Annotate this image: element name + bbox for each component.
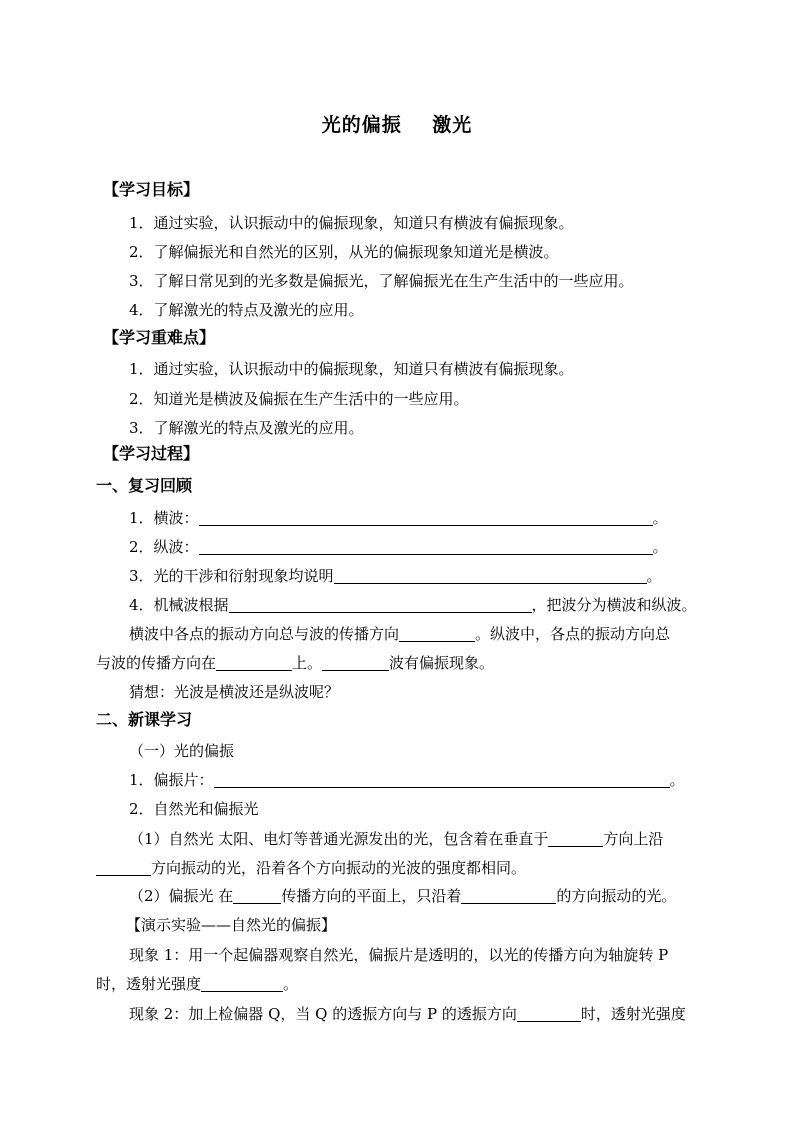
phenomenon-2-line1: 现象 2：加上检偏器 Q，当 Q 的透振方向与 P 的透振方向 时，透射光强度 [129,1005,686,1023]
review-q3-label: 3．光的干涉和衍射现象均说明 [129,567,334,585]
answer-blank[interactable] [229,597,532,613]
review-q2-label: 2．纵波： [129,538,199,556]
review-paragraph-line2: 与波的传播方向在 上。 波有偏振现象。 [96,654,495,672]
newlesson-heading: 二、新课学习 [96,710,193,729]
section-heading-process: 【学习过程】 [103,444,200,463]
answer-blank[interactable] [548,831,603,847]
review-q1: 1．横波： 。 [129,509,668,527]
review-q2: 2．纵波： 。 [129,538,668,556]
keypoint-item-2: 2．知道光是横波及偏振在生产生活中的一些应用。 [129,390,469,408]
keypoint-item-3: 3．了解激光的特点及激光的应用。 [129,419,364,437]
review-guess: 猜想：光波是横波还是纵波呢？ [129,683,340,701]
review-q1-label: 1．横波： [129,509,199,527]
answer-blank[interactable] [199,510,653,526]
demo-heading: 【演示实验——自然光的偏振】 [126,916,337,934]
review-heading: 一、复习回顾 [96,476,193,495]
answer-blank[interactable] [517,1006,581,1022]
answer-blank[interactable] [399,626,475,642]
answer-blank[interactable] [233,888,281,904]
page-title: 光的偏振 激光 [321,114,473,136]
goal-item-2: 2．了解偏振光和自然光的区别，从光的偏振现象知道光是横波。 [129,243,559,261]
phenomenon-1-line1: 现象 1：用一个起偏器观察自然光，偏振片是透明的，以光的传播方向为轴旋转 P [129,946,669,964]
review-q4-label: 4．机械波根据 [129,596,229,614]
answer-blank[interactable] [461,888,556,904]
answer-blank[interactable] [322,655,389,671]
newlesson-q2: 2．自然光和偏振光 [129,800,259,818]
review-q3: 3．光的干涉和衍射现象均说明 。 [129,567,662,585]
review-paragraph-line1: 横波中各点的振动方向总与波的传播方向 。纵波中，各点的振动方向总 [129,625,671,643]
answer-blank[interactable] [334,568,647,584]
goal-item-4: 4．了解激光的特点及激光的应用。 [129,301,364,319]
review-q4: 4．机械波根据 ，把波分为横波和纵波。 [129,596,697,614]
phenomenon-1-line2: 时，透射光强度 。 [96,975,299,993]
goal-item-1: 1．通过实验，认识振动中的偏振现象，知道只有横波有偏振现象。 [129,214,574,232]
natural-light-line1: （1）自然光 太阳、电灯等普通光源发出的光，包含着在垂直于 方向上沿 [129,830,664,848]
natural-light-line2: 方向振动的光，沿着各个方向振动的光波的强度都相同。 [96,858,526,878]
polarized-light-line: （2）偏振光 在 传播方向的平面上，只沿着 的方向振动的光。 [129,887,677,905]
answer-blank[interactable] [201,976,283,992]
goal-item-3: 3．了解日常见到的光多数是偏振光，了解偏振光在生产生活中的一些应用。 [129,272,634,290]
answer-blank[interactable] [214,772,670,788]
keypoint-item-1: 1．通过实验，认识振动中的偏振现象，知道只有横波有偏振现象。 [129,360,574,378]
answer-blank[interactable] [199,539,653,555]
newlesson-sub-polarization: （一）光的偏振 [129,742,235,760]
answer-blank[interactable] [96,860,151,876]
answer-blank[interactable] [216,655,292,671]
newlesson-q1: 1．偏振片： 。 [129,771,685,789]
section-heading-goals: 【学习目标】 [103,180,200,199]
section-heading-keypoints: 【学习重难点】 [103,328,216,347]
